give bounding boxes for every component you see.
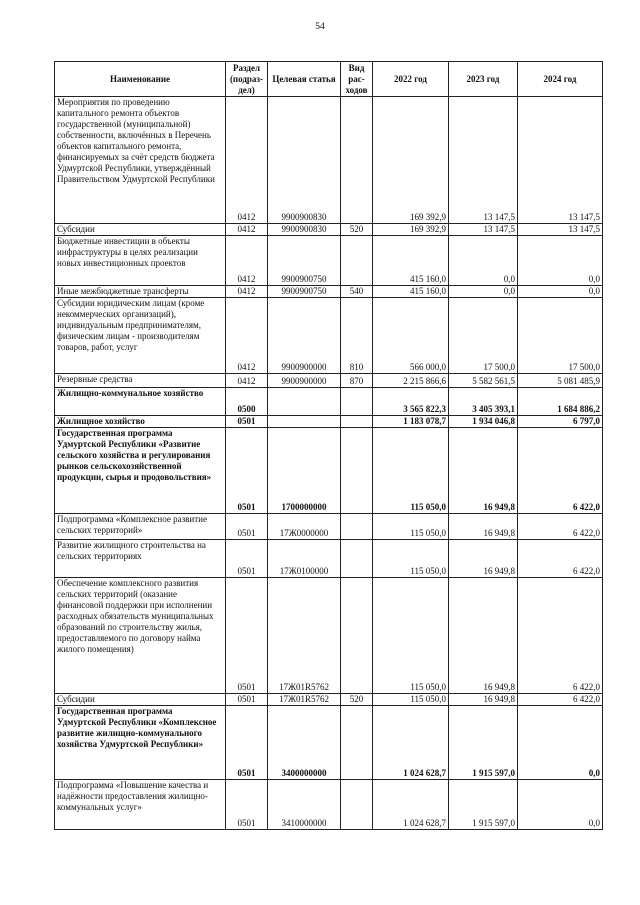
row-target-article: 9900900000 [268, 374, 341, 388]
row-value-2023: 16 949,8 [449, 514, 518, 540]
row-value-2022: 415 160,0 [373, 286, 449, 298]
header-year-2023: 2023 год [449, 62, 518, 97]
row-target-article: 17Ж0100000 [268, 540, 341, 578]
row-target-article: 17Ж0000000 [268, 514, 341, 540]
table-row [55, 298, 603, 374]
row-section: 0501 [226, 706, 268, 780]
row-section: 0501 [226, 780, 268, 830]
row-expense-type [341, 540, 373, 578]
row-section: 0500 [226, 388, 268, 416]
row-expense-type: 540 [341, 286, 373, 298]
row-name: Субсидии [55, 694, 226, 706]
table-row [55, 706, 603, 780]
row-section: 0412 [226, 374, 268, 388]
row-value-2024: 1 684 886,2 [518, 388, 603, 416]
row-name: Подпрограмма «Повышение качества и надёжности предоставления жилищно-коммунальных услуг» [55, 780, 226, 830]
row-name: Субсидии [55, 224, 226, 236]
row-section: 0412 [226, 298, 268, 374]
row-expense-type [341, 514, 373, 540]
table-row [55, 578, 603, 694]
row-value-2024: 13 147,5 [518, 97, 603, 224]
row-value-2023: 1 934 046,8 [449, 416, 518, 428]
table-row [55, 428, 603, 514]
row-section: 0412 [226, 224, 268, 236]
row-value-2022: 115 050,0 [373, 694, 449, 706]
header-year-2024: 2024 год [518, 62, 603, 97]
row-name: Мероприятия по проведению капитального ремонта объектов государственной (муниципальной) собственности, включённых в Перечень объектов капитального ремонта, финансируемых за счёт средств бюджета Удмуртской Республики, утверждённый Правительством Удмуртской Республики [55, 97, 226, 224]
table-row [55, 416, 603, 428]
table-row [55, 224, 603, 236]
row-value-2023: 16 949,8 [449, 578, 518, 694]
row-value-2023: 16 949,8 [449, 428, 518, 514]
header-name: Наименование [55, 62, 226, 97]
row-name: Государственная программа Удмуртской Республики «Развитие сельского хозяйства и регулирования рынков сельскохозяйственной продукции, сырья и продовольствия» [55, 428, 226, 514]
row-section: 0412 [226, 236, 268, 286]
table-row [55, 374, 603, 388]
page-number: 54 [315, 22, 325, 32]
row-name: Жилищно-коммунальное хозяйство [55, 388, 226, 416]
row-section: 0501 [226, 540, 268, 578]
row-value-2022: 566 000,0 [373, 298, 449, 374]
table-row [55, 694, 603, 706]
row-name: Жилищное хозяйство [55, 416, 226, 428]
row-name: Резервные средства [55, 374, 226, 388]
row-value-2022: 3 565 822,3 [373, 388, 449, 416]
table-row [55, 97, 603, 224]
row-expense-type [341, 388, 373, 416]
header-expense-type: Вид рас-ходов [341, 62, 373, 97]
row-value-2023: 0,0 [449, 236, 518, 286]
row-value-2024: 6 422,0 [518, 540, 603, 578]
row-section: 0501 [226, 428, 268, 514]
row-value-2023: 0,0 [449, 286, 518, 298]
row-value-2022: 169 392,9 [373, 224, 449, 236]
row-section: 0412 [226, 286, 268, 298]
row-name: Иные межбюджетные трансферты [55, 286, 226, 298]
row-value-2023: 13 147,5 [449, 97, 518, 224]
row-value-2023: 3 405 393,1 [449, 388, 518, 416]
row-value-2024: 0,0 [518, 780, 603, 830]
row-section: 0501 [226, 416, 268, 428]
row-value-2022: 415 160,0 [373, 236, 449, 286]
row-value-2023: 1 915 597,0 [449, 780, 518, 830]
row-value-2024: 13 147,5 [518, 224, 603, 236]
row-value-2023: 13 147,5 [449, 224, 518, 236]
row-expense-type [341, 428, 373, 514]
table-row [55, 514, 603, 540]
row-value-2024: 6 422,0 [518, 578, 603, 694]
row-name: Субсидии юридическим лицам (кроме некоммерческих организаций), индивидуальным предпринимателям, физическим лицам - производителям товаров, работ, услуг [55, 298, 226, 374]
table-row [55, 780, 603, 830]
row-expense-type: 520 [341, 224, 373, 236]
row-value-2022: 115 050,0 [373, 428, 449, 514]
row-target-article: 3410000000 [268, 780, 341, 830]
row-target-article: 9900900830 [268, 224, 341, 236]
row-expense-type: 520 [341, 694, 373, 706]
row-section: 0412 [226, 97, 268, 224]
row-value-2024: 17 500,0 [518, 298, 603, 374]
row-name: Развитие жилищного строительства на сельских территориях [55, 540, 226, 578]
row-section: 0501 [226, 578, 268, 694]
row-target-article [268, 388, 341, 416]
row-value-2023: 17 500,0 [449, 298, 518, 374]
row-expense-type [341, 97, 373, 224]
table-row [55, 388, 603, 416]
row-target-article: 17Ж01R5762 [268, 694, 341, 706]
row-value-2022: 115 050,0 [373, 514, 449, 540]
row-expense-type [341, 780, 373, 830]
row-target-article: 3400000000 [268, 706, 341, 780]
row-value-2023: 16 949,8 [449, 540, 518, 578]
row-value-2022: 115 050,0 [373, 540, 449, 578]
header-year-2022: 2022 год [373, 62, 449, 97]
row-section: 0501 [226, 514, 268, 540]
row-value-2024: 6 422,0 [518, 694, 603, 706]
row-value-2022: 1 183 078,7 [373, 416, 449, 428]
row-name: Бюджетные инвестиции в объекты инфраструктуры в целях реализации новых инвестиционных проектов [55, 236, 226, 286]
row-expense-type [341, 236, 373, 286]
row-expense-type [341, 416, 373, 428]
row-target-article [268, 416, 341, 428]
row-value-2022: 1 024 628,7 [373, 780, 449, 830]
row-value-2023: 5 582 561,5 [449, 374, 518, 388]
table-row [55, 286, 603, 298]
table-row [55, 236, 603, 286]
row-name: Подпрограмма «Комплексное развитие сельских территорий» [55, 514, 226, 540]
row-target-article: 9900900830 [268, 97, 341, 224]
row-expense-type [341, 578, 373, 694]
row-value-2024: 0,0 [518, 286, 603, 298]
table-body [55, 97, 603, 830]
row-value-2024: 5 081 485,9 [518, 374, 603, 388]
row-name: Обеспечение комплексного развития сельских территорий (оказание финансовой поддержки при исполнении расходных обязательств муниципальных образований по строительству жилья, предоставляемого по договору найма жилого помещения) [55, 578, 226, 694]
row-expense-type: 870 [341, 374, 373, 388]
row-value-2024: 6 422,0 [518, 428, 603, 514]
row-section: 0501 [226, 694, 268, 706]
budget-table [54, 61, 603, 830]
row-value-2023: 1 915 597,0 [449, 706, 518, 780]
row-target-article: 9900900750 [268, 286, 341, 298]
row-value-2024: 6 797,0 [518, 416, 603, 428]
row-target-article: 1700000000 [268, 428, 341, 514]
row-value-2022: 169 392,9 [373, 97, 449, 224]
row-value-2023: 16 949,8 [449, 694, 518, 706]
row-value-2022: 115 050,0 [373, 578, 449, 694]
row-expense-type: 810 [341, 298, 373, 374]
row-target-article: 17Ж01R5762 [268, 578, 341, 694]
row-expense-type [341, 706, 373, 780]
header-target-article: Целевая статья [268, 62, 341, 97]
row-value-2024: 0,0 [518, 706, 603, 780]
row-value-2024: 6 422,0 [518, 514, 603, 540]
table-row [55, 540, 603, 578]
table-header-row [55, 62, 603, 97]
row-target-article: 9900900000 [268, 298, 341, 374]
header-section: Раздел (подраз-дел) [226, 62, 268, 97]
row-name: Государственная программа Удмуртской Республики «Комплексное развитие жилищно-коммунального хозяйства Удмуртской Республики» [55, 706, 226, 780]
row-target-article: 9900900750 [268, 236, 341, 286]
row-value-2022: 1 024 628,7 [373, 706, 449, 780]
row-value-2024: 0,0 [518, 236, 603, 286]
row-value-2022: 2 215 866,6 [373, 374, 449, 388]
